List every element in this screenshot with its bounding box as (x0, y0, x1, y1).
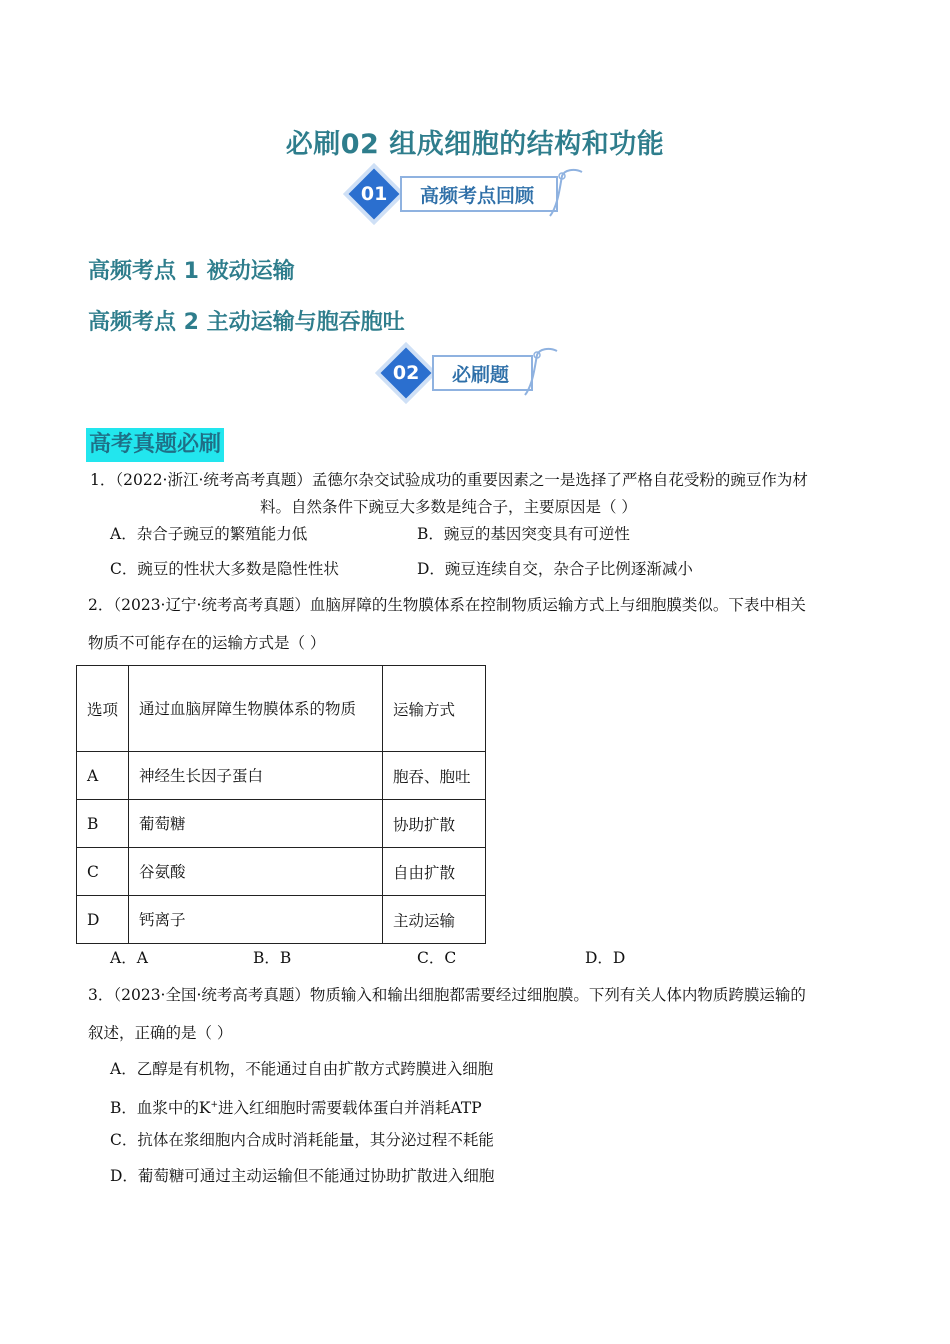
table-row (77, 752, 486, 800)
q3-option-b (110, 1095, 482, 1118)
superscript-plus: + (210, 1100, 219, 1110)
q2-option-a: A．A (110, 949, 148, 967)
q3-stem-line1: 3．（2023·全国·统考高考真题）物质输入和输出细胞都需要经过细胞膜。下列有关人体内物质跨膜运输的 (88, 986, 806, 1004)
badge-label: 必刷题 (452, 363, 510, 386)
q2-stem-line1: 2．（2023·辽宁·统考高考真题）血脑屏障的生物膜体系在控制物质运输方式上与细胞膜类似。下表中相关 (88, 596, 806, 614)
badge-number-diamond (381, 348, 432, 399)
q1-option-c: C．豌豆的性状大多数是隐性性状 (110, 560, 339, 578)
table-cell: 葡萄糖 (129, 800, 383, 848)
table-cell: 谷氨酸 (129, 848, 383, 896)
table-row (77, 800, 486, 848)
table-cell: 协助扩散 (383, 800, 486, 848)
table-cell: 胞吞、胞吐 (383, 752, 486, 800)
q3-option-d: D．葡萄糖可通过主动运输但不能通过协助扩散进入细胞 (110, 1167, 495, 1185)
q3-option-c: C．抗体在浆细胞内合成时消耗能量，其分泌过程不耗能 (110, 1131, 494, 1149)
table-header-cell: 运输方式 (383, 666, 486, 752)
q3-option-b-text: B．血浆中的K (110, 1099, 211, 1118)
table-cell: 自由扩散 (383, 848, 486, 896)
q3-option-a: A．乙醇是有机物，不能通过自由扩散方式跨膜进入细胞 (110, 1060, 494, 1078)
key-point-1: 高频考点 1 被动运输 (88, 259, 295, 284)
q1-option-b: B．豌豆的基因突变具有可逆性 (417, 525, 630, 543)
table-header-cell: 通过血脑屏障生物膜体系的物质 (129, 666, 383, 752)
badge-label-box (400, 176, 558, 212)
q3-stem-line2: 叙述，正确的是（ ） (88, 1024, 233, 1042)
q1-stem-line1: 1．（2022·浙江·统考高考真题）孟德尔杂交试验成功的重要因素之一是选择了严格自花受粉的豌豆作为材 (90, 471, 808, 489)
q2-stem-line2: 物质不可能存在的运输方式是（ ） (88, 634, 326, 652)
badge-label-box (432, 355, 533, 391)
q1-option-a: A．杂合子豌豆的繁殖能力低 (110, 525, 308, 543)
q2-table (76, 665, 486, 944)
table-cell: 主动运输 (383, 896, 486, 944)
badge-number: 01 (360, 182, 388, 205)
badge-number: 02 (392, 361, 420, 384)
q2-option-d: D．D (585, 949, 626, 967)
section-badge-review (356, 176, 558, 212)
table-header-cell: 选项 (77, 666, 129, 752)
q1-stem-line2: 料。自然条件下豌豆大多数是纯合子，主要原因是（ ） (260, 498, 637, 516)
table-cell: A (77, 752, 129, 800)
q1-option-d: D．豌豆连续自交，杂合子比例逐渐减小 (417, 560, 693, 578)
q3-option-b-text-rest: 进入红细胞时需要载体蛋白并消耗ATP (218, 1099, 482, 1118)
table-header-row (77, 666, 486, 752)
table-cell: C (77, 848, 129, 896)
table-cell: 神经生长因子蛋白 (129, 752, 383, 800)
table-cell: B (77, 800, 129, 848)
badge-label: 高频考点回顾 (420, 184, 535, 207)
q2-option-c: C．C (417, 949, 457, 967)
badge-number-diamond (349, 169, 400, 220)
section-heading-gaokao: 高考真题必刷 (86, 428, 224, 462)
page-title: 必刷02 组成细胞的结构和功能 (285, 129, 665, 160)
section-badge-exercises (388, 355, 533, 391)
table-row (77, 896, 486, 944)
ribbon-curl-icon (523, 345, 559, 399)
table-row (77, 848, 486, 896)
q2-option-b: B．B (253, 949, 292, 967)
ribbon-curl-icon (548, 166, 584, 220)
table-cell: 钙离子 (129, 896, 383, 944)
key-point-2: 高频考点 2 主动运输与胞吞胞吐 (88, 310, 405, 335)
table-cell: D (77, 896, 129, 944)
